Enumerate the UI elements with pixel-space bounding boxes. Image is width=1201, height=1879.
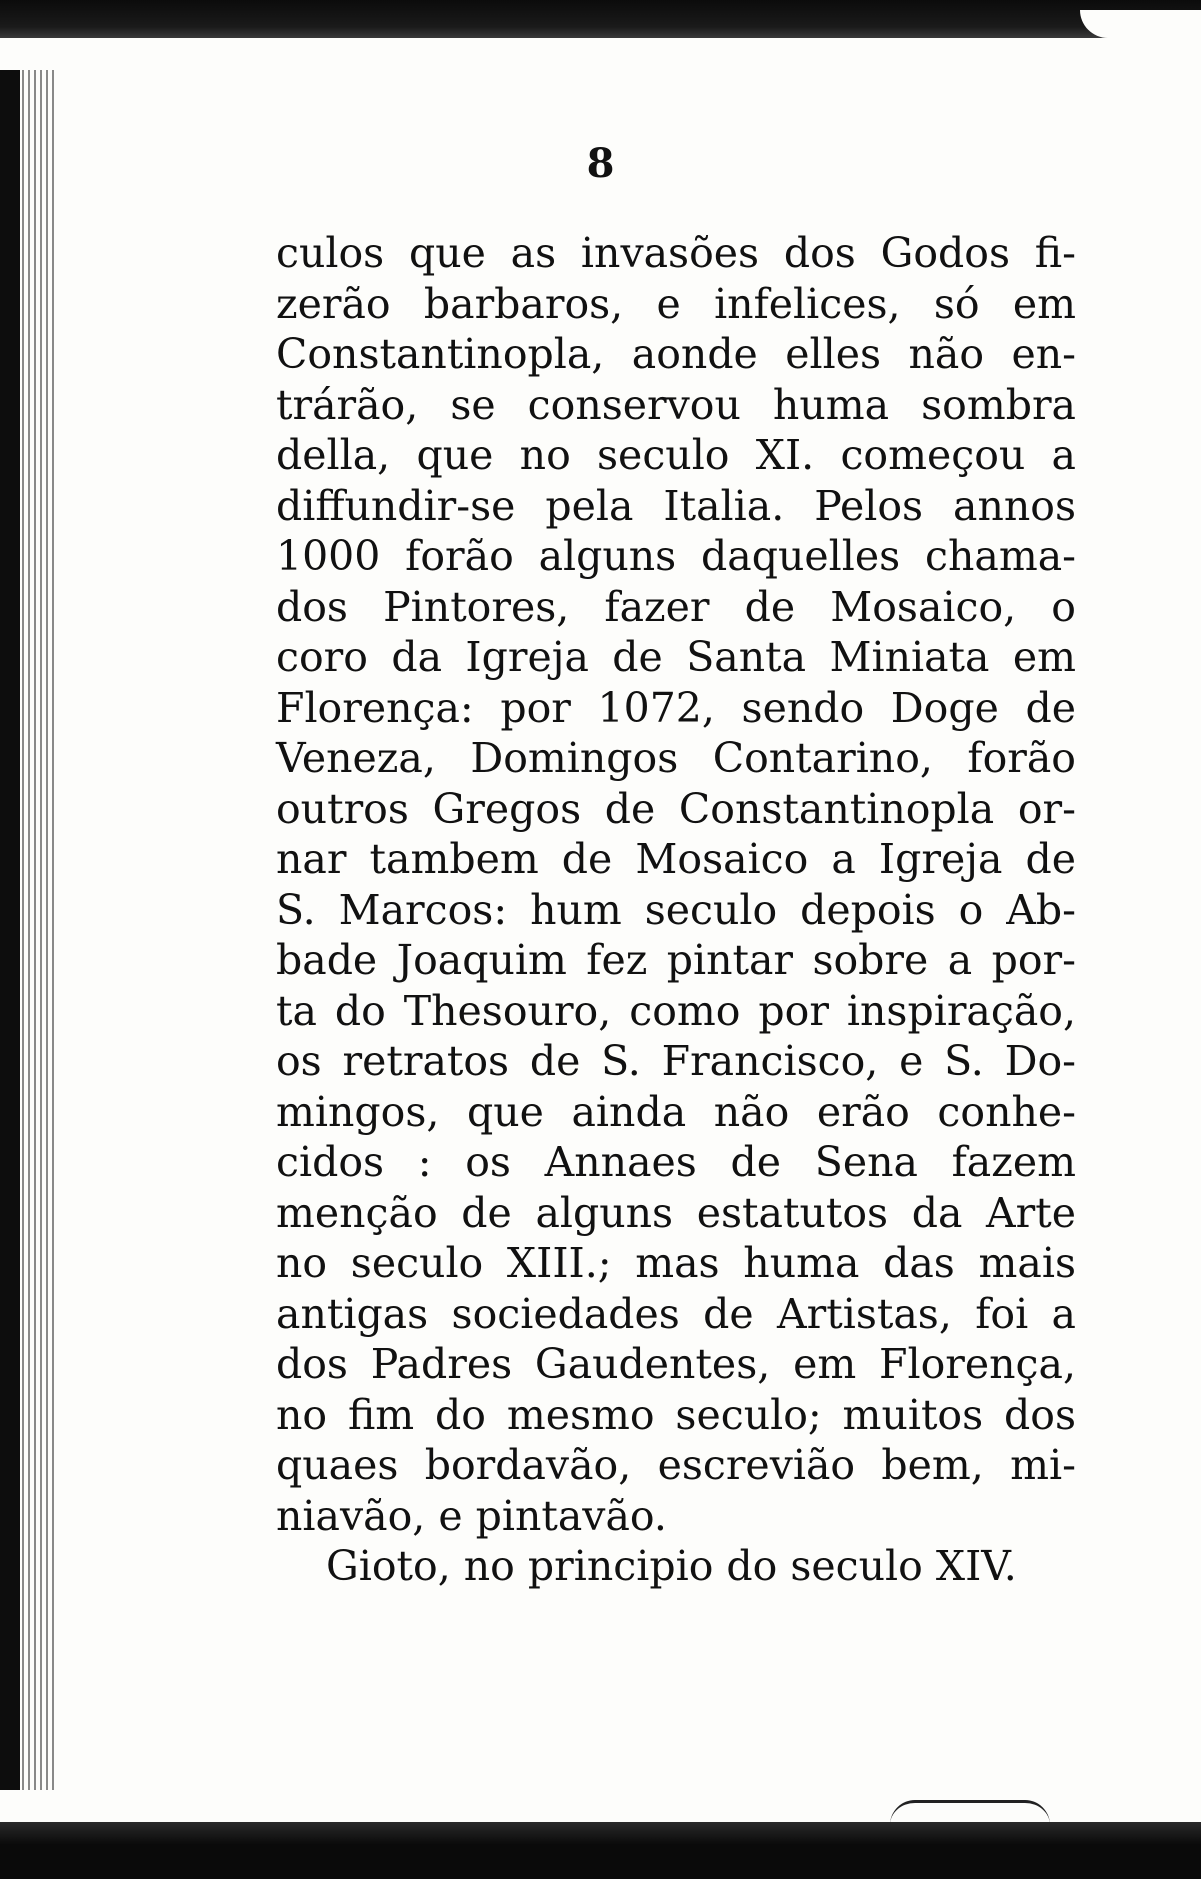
text-line: S. Marcos: hum seculo depois o Ab-: [276, 885, 1076, 934]
text-line: cidos : os Annaes de Sena fazem: [276, 1138, 1076, 1186]
text-line: coro da Igreja de Santa Miniata em: [276, 633, 1076, 681]
body-text: [276, 228, 1076, 1592]
text-line: culos que as invasões dos Godos fi-: [276, 229, 1076, 277]
text-line: dos Pintores, fazer de Mosaico, o: [276, 582, 1076, 631]
text-line: diffundir-se pela Italia. Pelos annos: [276, 481, 1076, 530]
text-line: ta do Thesouro, como por inspiração,: [276, 986, 1076, 1035]
text-line: os retratos de S. Francisco, e S. Do-: [276, 1037, 1076, 1085]
text-line: Florença: por 1072, sendo Doge de: [276, 683, 1076, 732]
scan-edge-bottom: [0, 1822, 1201, 1879]
text-line: della, que no seculo XI. começou a: [276, 431, 1076, 479]
text-line: Constantinopla, aonde elles não en-: [276, 330, 1076, 378]
page-number: 8: [586, 140, 615, 187]
text-line: Veneza, Domingos Contarino, forão: [276, 734, 1076, 782]
scan-edge-top: [0, 0, 1201, 38]
text-line: menção de alguns estatutos da Arte: [276, 1188, 1076, 1237]
text-line: mingos, que ainda não erão conhe-: [276, 1087, 1076, 1136]
text-line: Gioto, no principio do seculo XIV.: [326, 1542, 1017, 1590]
text-line: no seculo XIII.; mas huma das mais: [276, 1239, 1076, 1287]
text-line: zerão barbaros, e infelices, só em: [276, 279, 1076, 328]
text-line: no fim do mesmo seculo; muitos dos: [276, 1390, 1076, 1439]
text-line: quaes bordavão, escrevião bem, mi-: [276, 1441, 1076, 1489]
text-line: outros Gregos de Constantinopla or-: [276, 784, 1076, 833]
scan-binding-lines: [22, 70, 56, 1790]
text-line: trárão, se conservou huma sombra: [276, 380, 1076, 429]
scan-edge-left: [0, 70, 20, 1790]
text-line: bade Joaquim fez pintar sobre a por-: [276, 936, 1076, 984]
text-line: niavão, e pintavão.: [276, 1491, 667, 1540]
text-line: nar tambem de Mosaico a Igreja de: [276, 835, 1076, 883]
text-line: antigas sociedades de Artistas, foi a: [276, 1289, 1076, 1338]
text-line: 1000 forão alguns daquelles chama-: [276, 532, 1076, 580]
text-line: dos Padres Gaudentes, em Florença,: [276, 1340, 1076, 1388]
